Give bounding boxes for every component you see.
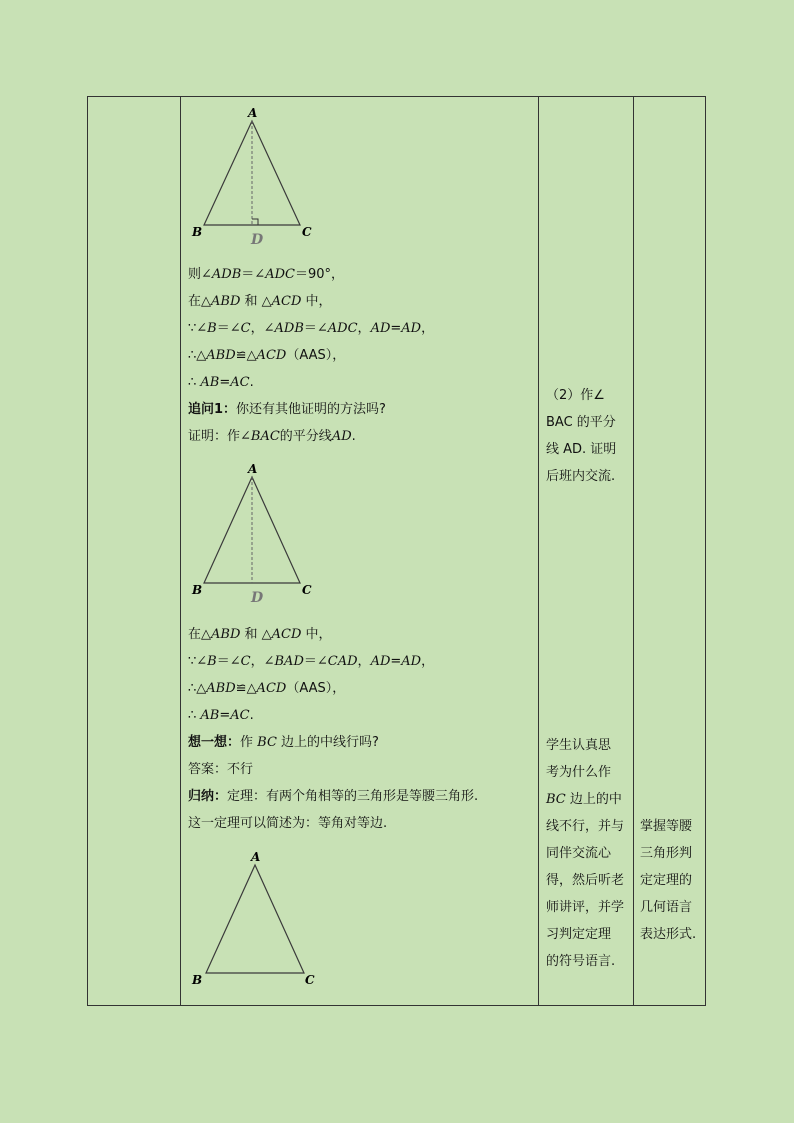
proof-block-1 [188, 261, 533, 450]
summary-theorem: 归纳：定理：有两个角相等的三角形是等腰三角形. [188, 789, 479, 804]
answer-line: 答案：不行 [188, 762, 254, 777]
proof-line: 在△ABD 和 △ACD 中， [188, 627, 332, 642]
followup-question: 追问1：你还有其他证明的方法吗? [188, 402, 386, 417]
vertex-a-label: A [248, 106, 258, 120]
vertex-b-label: B [192, 973, 203, 987]
proof-line: ∴△ABD≌△ACD（AAS）， [188, 348, 346, 363]
lesson-table [87, 96, 706, 1006]
vertex-a-label: A [248, 462, 258, 476]
proof-line: ∴△ABD≌△ACD（AAS）， [188, 681, 346, 696]
triangle-figure-2 [188, 459, 318, 609]
proof-line: ∴ AB=AC. [188, 708, 254, 723]
vertex-d-label: D [251, 232, 264, 248]
vertex-b-label: B [192, 583, 203, 597]
triangle-figure-1 [188, 103, 318, 251]
proof-line: 在△ABD 和 △ACD 中， [188, 294, 332, 309]
vertex-c-label: C [305, 973, 315, 987]
proof-line: 则∠ADB＝∠ADC＝90°， [188, 267, 344, 282]
proof-line: ∵∠B＝∠C，∠ADB＝∠ADC，AD=AD， [188, 321, 435, 336]
column-divider [633, 97, 634, 1005]
student-activity-note-2: 学生认真思 考为什么作 BC 边上的中 线不行，并与 同伴交流心 得，然后听老 师讲评，并学 习判定定理 的符号语言. [546, 738, 625, 969]
vertex-c-label: C [302, 225, 312, 239]
column-divider [538, 97, 539, 1005]
vertex-d-label: D [251, 590, 264, 606]
column-divider [180, 97, 181, 1005]
student-activity-note-1: （2）作∠ BAC 的平分 线 AD. 证明 后班内交流. [546, 388, 617, 484]
proof-block-2 [188, 621, 533, 837]
proof2-intro: 证明：作∠BAC的平分线AD. [188, 429, 356, 444]
proof-line: ∴ AB=AC. [188, 375, 254, 390]
proof-line: ∵∠B＝∠C，∠BAD＝∠CAD，AD=AD， [188, 654, 435, 669]
think-question: 想一想：作 BC 边上的中线行吗? [188, 735, 379, 750]
summary-short: 这一定理可以简述为：等角对等边. [188, 816, 388, 831]
vertex-c-label: C [302, 583, 312, 597]
vertex-a-label: A [251, 850, 261, 864]
triangle-abc [206, 865, 304, 973]
vertex-b-label: B [192, 225, 203, 239]
right-angle-mark [252, 219, 258, 225]
design-purpose-note: 掌握等腰 三角形判 定定理的 几何语言 表达形式. [640, 819, 697, 942]
triangle-figure-3 [188, 847, 318, 997]
